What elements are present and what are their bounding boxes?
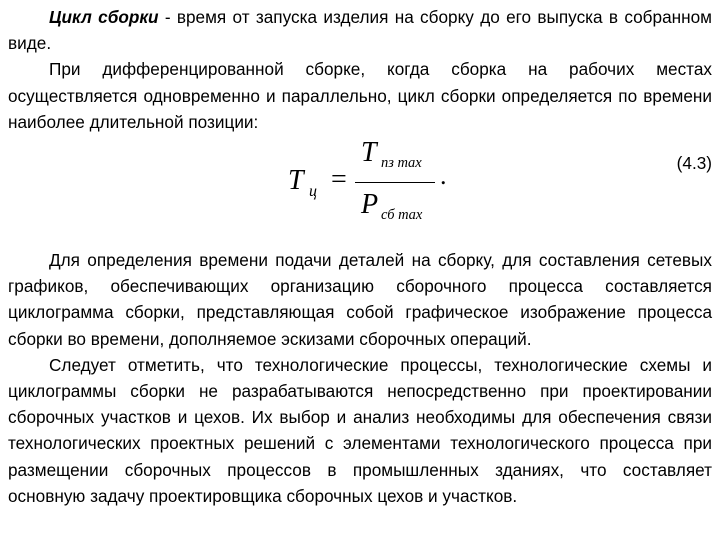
definition-text: - время от запуска изделия на сборку до его выпуска в собранном виде. [8, 7, 712, 54]
formula-denominator-symbol: P [361, 189, 379, 221]
formula-numerator-subscript: пз max [381, 155, 422, 172]
formula-block [8, 135, 712, 247]
formula-lhs-subscript: ц [309, 183, 317, 201]
definition-paragraph [8, 4, 712, 56]
equation-number: (4.3) [676, 153, 712, 174]
defined-term: Цикл сборки [49, 7, 159, 27]
assembly-cycle-formula [284, 135, 484, 235]
fraction-bar [355, 182, 435, 183]
formula-lhs-symbol: T [288, 165, 304, 197]
formula-trailing-period: . [440, 161, 447, 191]
formula-numerator-symbol: T [361, 137, 377, 169]
formula-denominator-subscript: сб max [381, 207, 423, 224]
paragraph-differentiated-assembly: При дифференцированной сборке, когда сборка на рабочих местах осуществляется одновременно и параллельно, цикл сборки определяется по времени наиболее длительной позиции: [8, 59, 712, 132]
paragraph-design-note: Следует отметить, что технологические процессы, технологические схемы и циклограммы сборки не разрабатываются непосредственно при проектировании сборочных участков и цехов. Их выбор и анализ необходимы для обеспечения связи технологических проектных решений с элементами технологического процесса при размещении сборочных процессов в промышленных зданиях, что составляет основную задачу проектировщика сборочных цехов и участков. [8, 354, 712, 506]
paragraph-cyclogram: Для определения времени подачи деталей на сборку, для составления сетевых графиков, обеспечивающих организацию сборочного процесса составляется циклограмма сборки, представляющая собой графическое изображение процесса сборки во времени, дополняемое эскизами сборочных операций. [8, 250, 712, 349]
document-page [8, 4, 712, 509]
formula-equals-sign: = [331, 164, 347, 196]
